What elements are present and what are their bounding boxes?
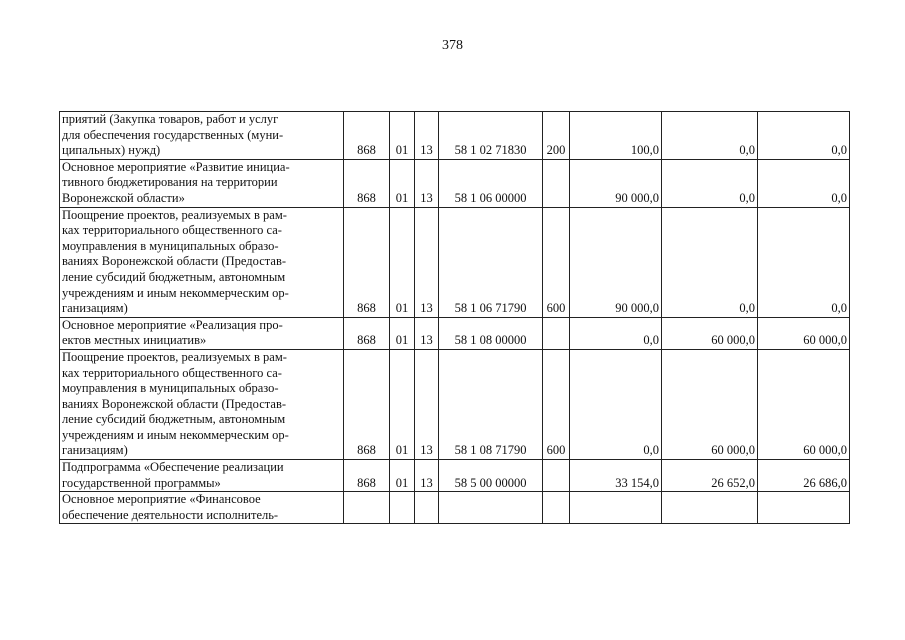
target-article-cell: 58 1 06 71790	[439, 207, 543, 317]
description-line: Подпрограмма «Обеспечение реализации	[62, 460, 284, 475]
description-line: ганизациям)	[62, 301, 128, 316]
description-line: ектов местных инициатив»	[62, 333, 207, 348]
description-line: ках территориального общественного са-	[62, 223, 282, 238]
description-line: ление субсидий бюджетным, автономным	[62, 412, 286, 427]
description-line: Поощрение проектов, реализуемых в рам-	[62, 207, 287, 222]
amount-year2-cell: 0,0	[662, 159, 758, 207]
description-line: учреждениям и иным некоммерческим ор-	[62, 427, 289, 442]
description-line: Основное мероприятие «Финансовое	[62, 492, 261, 507]
ministry-code-cell: 868	[344, 112, 390, 160]
table-row	[60, 349, 850, 459]
row-description-cell	[60, 349, 344, 459]
section-code-cell: 01	[390, 317, 415, 349]
amount-year1-cell	[570, 492, 662, 524]
table-row	[60, 159, 850, 207]
ministry-code-cell: 868	[344, 349, 390, 459]
description-line: Поощрение проектов, реализуемых в рам-	[62, 349, 287, 364]
subsection-code-cell: 13	[415, 112, 439, 160]
amount-year1-cell: 0,0	[570, 317, 662, 349]
target-article-cell: 58 1 08 71790	[439, 349, 543, 459]
row-description-cell	[60, 460, 344, 492]
amount-year1-cell: 100,0	[570, 112, 662, 160]
row-description-cell	[60, 207, 344, 317]
subsection-code-cell: 13	[415, 159, 439, 207]
description-line: ваниях Воронежской области (Предостав-	[62, 254, 287, 269]
row-description-cell	[60, 159, 344, 207]
expense-type-cell	[543, 317, 570, 349]
amount-year3-cell: 26 686,0	[758, 460, 850, 492]
description-line: ваниях Воронежской области (Предостав-	[62, 396, 287, 411]
description-line: приятий (Закупка товаров, работ и услуг	[62, 112, 279, 126]
expense-type-cell	[543, 492, 570, 524]
ministry-code-cell: 868	[344, 159, 390, 207]
subsection-code-cell: 13	[415, 460, 439, 492]
description-line: учреждениям и иным некоммерческим ор-	[62, 285, 289, 300]
description-line: ках территориального общественного са-	[62, 365, 282, 380]
page-number: 378	[442, 38, 463, 53]
table-row	[60, 112, 850, 160]
section-code-cell	[390, 492, 415, 524]
row-description-cell	[60, 492, 344, 524]
description-line: государственной программы»	[62, 475, 221, 490]
ministry-code-cell: 868	[344, 207, 390, 317]
table-row	[60, 492, 850, 524]
section-code-cell: 01	[390, 349, 415, 459]
target-article-cell: 58 1 06 00000	[439, 159, 543, 207]
amount-year2-cell: 26 652,0	[662, 460, 758, 492]
target-article-cell: 58 1 08 00000	[439, 317, 543, 349]
expense-type-cell: 200	[543, 112, 570, 160]
expense-type-cell	[543, 159, 570, 207]
row-description-cell	[60, 317, 344, 349]
amount-year3-cell: 60 000,0	[758, 317, 850, 349]
description-line: тивного бюджетирования на территории	[62, 175, 278, 190]
subsection-code-cell: 13	[415, 317, 439, 349]
ministry-code-cell: 868	[344, 460, 390, 492]
amount-year3-cell	[758, 492, 850, 524]
description-line: ципальных) нужд)	[62, 143, 161, 158]
budget-table	[59, 111, 850, 524]
expense-type-cell	[543, 460, 570, 492]
amount-year1-cell: 90 000,0	[570, 207, 662, 317]
table-body	[60, 112, 850, 524]
ministry-code-cell: 868	[344, 317, 390, 349]
amount-year1-cell: 0,0	[570, 349, 662, 459]
table-row	[60, 207, 850, 317]
description-line: обеспечение деятельности исполнитель-	[62, 507, 279, 522]
amount-year3-cell: 0,0	[758, 159, 850, 207]
section-code-cell: 01	[390, 112, 415, 160]
target-article-cell: 58 1 02 71830	[439, 112, 543, 160]
description-line: ление субсидий бюджетным, автономным	[62, 269, 286, 284]
description-line: для обеспечения государственных (муни-	[62, 127, 284, 142]
amount-year1-cell: 90 000,0	[570, 159, 662, 207]
amount-year2-cell: 0,0	[662, 112, 758, 160]
amount-year2-cell: 0,0	[662, 207, 758, 317]
amount-year2-cell: 60 000,0	[662, 317, 758, 349]
amount-year3-cell: 0,0	[758, 207, 850, 317]
amount-year3-cell: 0,0	[758, 112, 850, 160]
description-line: ганизациям)	[62, 443, 128, 458]
description-line: моуправления в муниципальных образо-	[62, 238, 279, 253]
description-line: Основное мероприятие «Реализация про-	[62, 317, 283, 332]
subsection-code-cell: 13	[415, 349, 439, 459]
description-line: Воронежской области»	[62, 190, 185, 205]
expense-type-cell: 600	[543, 207, 570, 317]
section-code-cell: 01	[390, 159, 415, 207]
amount-year2-cell	[662, 492, 758, 524]
description-line: моуправления в муниципальных образо-	[62, 381, 279, 396]
amount-year1-cell: 33 154,0	[570, 460, 662, 492]
subsection-code-cell: 13	[415, 207, 439, 317]
target-article-cell: 58 5 00 00000	[439, 460, 543, 492]
section-code-cell: 01	[390, 207, 415, 317]
amount-year3-cell: 60 000,0	[758, 349, 850, 459]
amount-year2-cell: 60 000,0	[662, 349, 758, 459]
description-line: Основное мероприятие «Развитие инициа-	[62, 159, 290, 174]
row-description-cell	[60, 112, 344, 160]
subsection-code-cell	[415, 492, 439, 524]
expense-type-cell: 600	[543, 349, 570, 459]
section-code-cell: 01	[390, 460, 415, 492]
table-row	[60, 317, 850, 349]
ministry-code-cell	[344, 492, 390, 524]
table-row	[60, 460, 850, 492]
target-article-cell	[439, 492, 543, 524]
